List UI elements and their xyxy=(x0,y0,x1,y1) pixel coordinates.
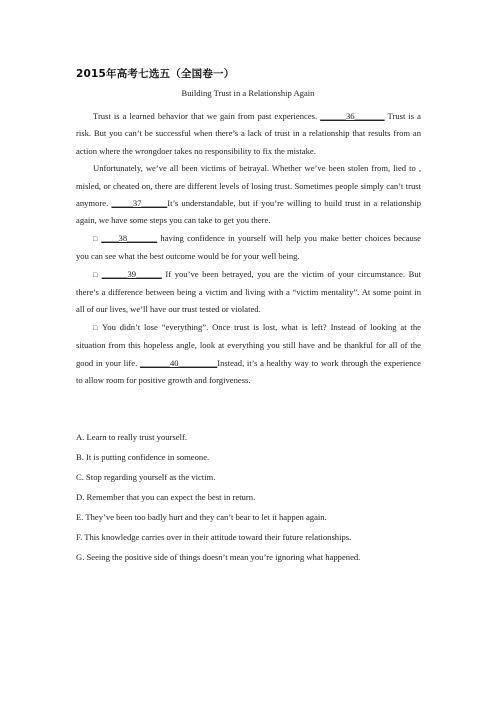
answer-blank: _____37______ xyxy=(111,198,168,209)
paragraph-text: Trust is a learned behavior that we gain from past experiences. xyxy=(93,111,321,121)
paragraph-text: Unfortunately, we’ve all been victims of betrayal. Whether we’ve been stolen from, lied to , misled, or cheated on, there are different levels of losing trust. Sometimes people simply can’t trust anymore. xyxy=(76,163,421,209)
exam-heading: 2015年高考七选五（全国卷一） xyxy=(76,68,235,80)
passage-paragraph xyxy=(76,160,421,230)
passage-paragraph xyxy=(76,230,421,266)
answer-blank: ______36_______ xyxy=(320,111,385,121)
paragraph-text: Instead, it’s a healthy way to work through the experience to allow room for positive growth and forgiveness. xyxy=(76,357,421,386)
answer-option: D. Remember that you can expect the best in return. xyxy=(76,492,256,502)
answer-option: E. They’ve been too badly hurt and they can’t bear to let it happen again. xyxy=(76,512,327,522)
passage-paragraph xyxy=(76,266,421,319)
paragraph-text: If you’ve been betrayed, you are the victim of your circumstance. But there’s a difference between being a victim and living with a “victim mentality”. At some point in all of our lives, we’ll have our trust tested or violated. xyxy=(76,268,422,315)
paragraph-text: You didn’t lose “everything”. Once trust is lost, what is left? Instead of looking at the situation from this hopeless angle, look at everything you still have and be thankful for all of the good in your life. xyxy=(76,321,421,368)
checkbox-bullet-icon: □ xyxy=(93,234,99,243)
answer-blank: ____38_______ xyxy=(101,232,158,243)
answer-blank: _______40_________ xyxy=(139,357,218,368)
paragraph-text: Trust is a risk. But you can’t be successful when there’s a lack of trust in a relationship that results from an action where the wrongdoer takes no responsibility to fix the mistake. xyxy=(76,111,421,156)
paragraph-text: having confidence in yourself will help you make better choices because you can see what the best outcome would be for your well being. xyxy=(76,232,421,262)
answer-option: C. Stop regarding yourself as the victim. xyxy=(76,472,216,482)
passage-body xyxy=(76,108,421,390)
passage-paragraph xyxy=(76,108,421,160)
answer-option: F. This knowledge carries over in their attitude toward their future relationships. xyxy=(76,532,352,542)
answer-blank: ______39______ xyxy=(101,268,162,279)
answer-option: B. It is putting confidence in someone. xyxy=(76,452,210,462)
checkbox-bullet-icon: □ xyxy=(93,323,99,332)
passage-title: Building Trust in a Relationship Again xyxy=(181,88,315,98)
paragraph-text: It’s understandable, but if you’re willing to build trust in a relationship again, we have some steps you can take to get you there. xyxy=(76,198,421,226)
answer-option: A. Learn to really trust yourself. xyxy=(76,432,187,442)
answer-options xyxy=(76,432,421,572)
answer-option: G. Seeing the positive side of things doesn’t mean you’re ignoring what happened. xyxy=(76,552,361,562)
passage-paragraph xyxy=(76,319,421,390)
checkbox-bullet-icon: □ xyxy=(93,270,99,279)
